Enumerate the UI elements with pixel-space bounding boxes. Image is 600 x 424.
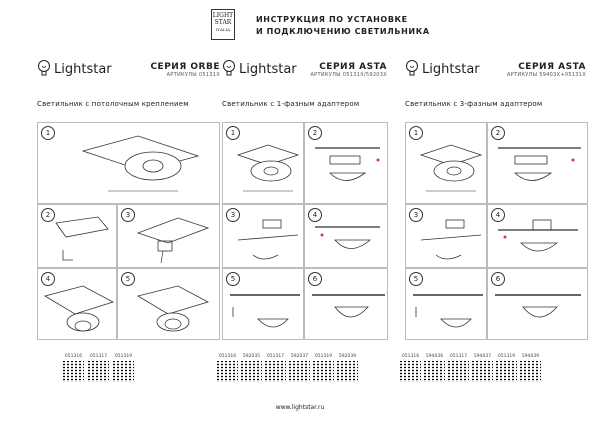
step-number: 5 <box>409 272 423 286</box>
step-number: 3 <box>121 208 135 222</box>
track-mount-illustration <box>416 215 486 265</box>
brand-name: Lightstar <box>422 61 480 77</box>
step-panel <box>37 268 117 340</box>
column-subtitle: Светильник с 1-фазным адаптером <box>222 100 360 108</box>
step-number: 5 <box>226 272 240 286</box>
column-subtitle: Светильник с 3-фазным адаптером <box>405 100 543 108</box>
step-number: 3 <box>409 208 423 222</box>
series-name: СЕРИЯ ASTA <box>518 62 586 72</box>
installed-track-illustration <box>310 287 388 337</box>
title-line-2: И ПОДКЛЮЧЕНИЮ СВЕТИЛЬНИКА <box>256 27 430 36</box>
logo-line: ITALIA <box>215 27 231 32</box>
article-code: 592039 <box>338 354 357 359</box>
qr-item[interactable] <box>88 354 109 382</box>
adapter-illustration <box>493 138 585 198</box>
title-line-1: ИНСТРУКЦИЯ ПО УСТАНОВКЕ <box>256 15 408 24</box>
step-panel <box>405 204 487 268</box>
brand <box>222 60 297 78</box>
step-number: 2 <box>41 208 55 222</box>
qr-item[interactable] <box>217 354 238 382</box>
step-number: 4 <box>308 208 322 222</box>
mounting-plate-illustration <box>48 215 113 265</box>
step-number: 1 <box>409 126 423 140</box>
lightstar-italia-logo <box>211 9 235 40</box>
qr-item[interactable] <box>448 354 469 382</box>
step-panel <box>222 122 304 204</box>
step-panel <box>222 204 304 268</box>
qr-code-row <box>217 354 400 382</box>
step-number: 2 <box>491 126 505 140</box>
article-numbers: АРТИКУЛЫ 05131X <box>166 72 220 78</box>
step-panel <box>487 204 588 268</box>
qr-item[interactable] <box>424 354 445 382</box>
step-panel <box>304 204 388 268</box>
qr-code-icon <box>424 361 445 382</box>
article-code: 051316 <box>218 354 237 359</box>
article-code: 051319 <box>314 354 333 359</box>
step-number: 6 <box>491 272 505 286</box>
step-panel <box>117 204 220 268</box>
step-panel <box>487 122 588 204</box>
article-code: 594039 <box>521 354 540 359</box>
step-number: 4 <box>491 208 505 222</box>
step-panel <box>222 268 304 340</box>
qr-item[interactable] <box>113 354 134 382</box>
fixture-rotate-illustration <box>310 215 388 265</box>
article-code: 594036 <box>425 354 444 359</box>
qr-item[interactable] <box>472 354 493 382</box>
article-code: 051319 <box>114 354 133 359</box>
track-mount-illustration <box>233 215 303 265</box>
article-code: 051316 <box>64 354 83 359</box>
qr-item[interactable] <box>496 354 517 382</box>
step-number: 5 <box>121 272 135 286</box>
article-code: 051316 <box>401 354 420 359</box>
series-name: СЕРИЯ ORBE <box>150 62 220 72</box>
fixture-installed-illustration <box>133 284 213 339</box>
article-code: 051317 <box>266 354 285 359</box>
brand-name: Lightstar <box>239 61 297 77</box>
brand <box>405 60 480 78</box>
column-asta-1phase <box>218 58 405 408</box>
bulb-icon <box>405 60 419 78</box>
article-code: 592037 <box>290 354 309 359</box>
series-name: СЕРИЯ ASTA <box>319 62 387 72</box>
website-link[interactable]: www.lightstar.ru <box>275 404 325 411</box>
fixture-illustration <box>233 143 303 198</box>
column-orbe <box>37 58 220 408</box>
wiring-illustration <box>133 213 213 265</box>
ceiling-mount-illustration <box>78 131 208 201</box>
qr-item[interactable] <box>289 354 310 382</box>
insert-adapter-illustration <box>228 287 303 337</box>
brand <box>37 60 112 78</box>
qr-code-icon <box>241 361 262 382</box>
fixture-attach-illustration <box>43 284 115 339</box>
brand-name: Lightstar <box>54 61 112 77</box>
column-asta-3phase <box>401 58 588 408</box>
qr-item[interactable] <box>241 354 262 382</box>
qr-code-icon <box>448 361 469 382</box>
fixture-rotate-illustration <box>493 215 585 265</box>
article-numbers: АРТИКУЛЫ 59403X+05131X <box>506 72 586 78</box>
step-panel <box>405 122 487 204</box>
qr-item[interactable] <box>337 354 358 382</box>
qr-item[interactable] <box>313 354 334 382</box>
step-panel <box>487 268 588 340</box>
step-panel <box>405 268 487 340</box>
logo-line: STAR <box>214 19 232 26</box>
fixture-illustration <box>416 143 486 198</box>
article-code: 051317 <box>89 354 108 359</box>
qr-code-icon <box>113 361 134 382</box>
qr-code-icon <box>313 361 334 382</box>
step-number: 4 <box>41 272 55 286</box>
qr-code-row <box>400 354 583 382</box>
article-code: 592035 <box>242 354 261 359</box>
article-code: 594037 <box>473 354 492 359</box>
qr-code-icon <box>520 361 541 382</box>
qr-code-icon <box>472 361 493 382</box>
step-panel <box>304 268 388 340</box>
qr-code-icon <box>88 361 109 382</box>
qr-item[interactable] <box>265 354 286 382</box>
series-block <box>310 62 387 78</box>
column-subtitle: Светильник с потолочным креплением <box>37 100 189 108</box>
series-block <box>150 62 220 78</box>
series-block <box>507 62 586 78</box>
qr-code-icon <box>400 361 421 382</box>
step-panel <box>304 122 388 204</box>
article-numbers: АРТИКУЛЫ 05131X/59203X <box>310 72 387 78</box>
step-number: 6 <box>308 272 322 286</box>
bulb-icon <box>222 60 236 78</box>
step-panel <box>117 268 220 340</box>
logo-line: LIGHT <box>212 12 234 19</box>
step-number: 1 <box>41 126 55 140</box>
step-panel <box>37 122 220 204</box>
adapter-illustration <box>310 138 388 198</box>
qr-code-icon <box>337 361 358 382</box>
qr-item[interactable] <box>63 354 84 382</box>
article-code: 051319 <box>497 354 516 359</box>
qr-code-icon <box>289 361 310 382</box>
step-panel <box>37 204 117 268</box>
bulb-icon <box>37 60 51 78</box>
installed-track-illustration <box>493 287 585 337</box>
document-title <box>256 14 430 38</box>
article-code: 051317 <box>449 354 468 359</box>
qr-code-icon <box>265 361 286 382</box>
insert-adapter-illustration <box>411 287 486 337</box>
qr-code-icon <box>496 361 517 382</box>
step-number: 1 <box>226 126 240 140</box>
qr-item[interactable] <box>520 354 541 382</box>
qr-code-icon <box>63 361 84 382</box>
step-number: 3 <box>226 208 240 222</box>
qr-item[interactable] <box>400 354 421 382</box>
step-number: 2 <box>308 126 322 140</box>
qr-code-icon <box>217 361 238 382</box>
